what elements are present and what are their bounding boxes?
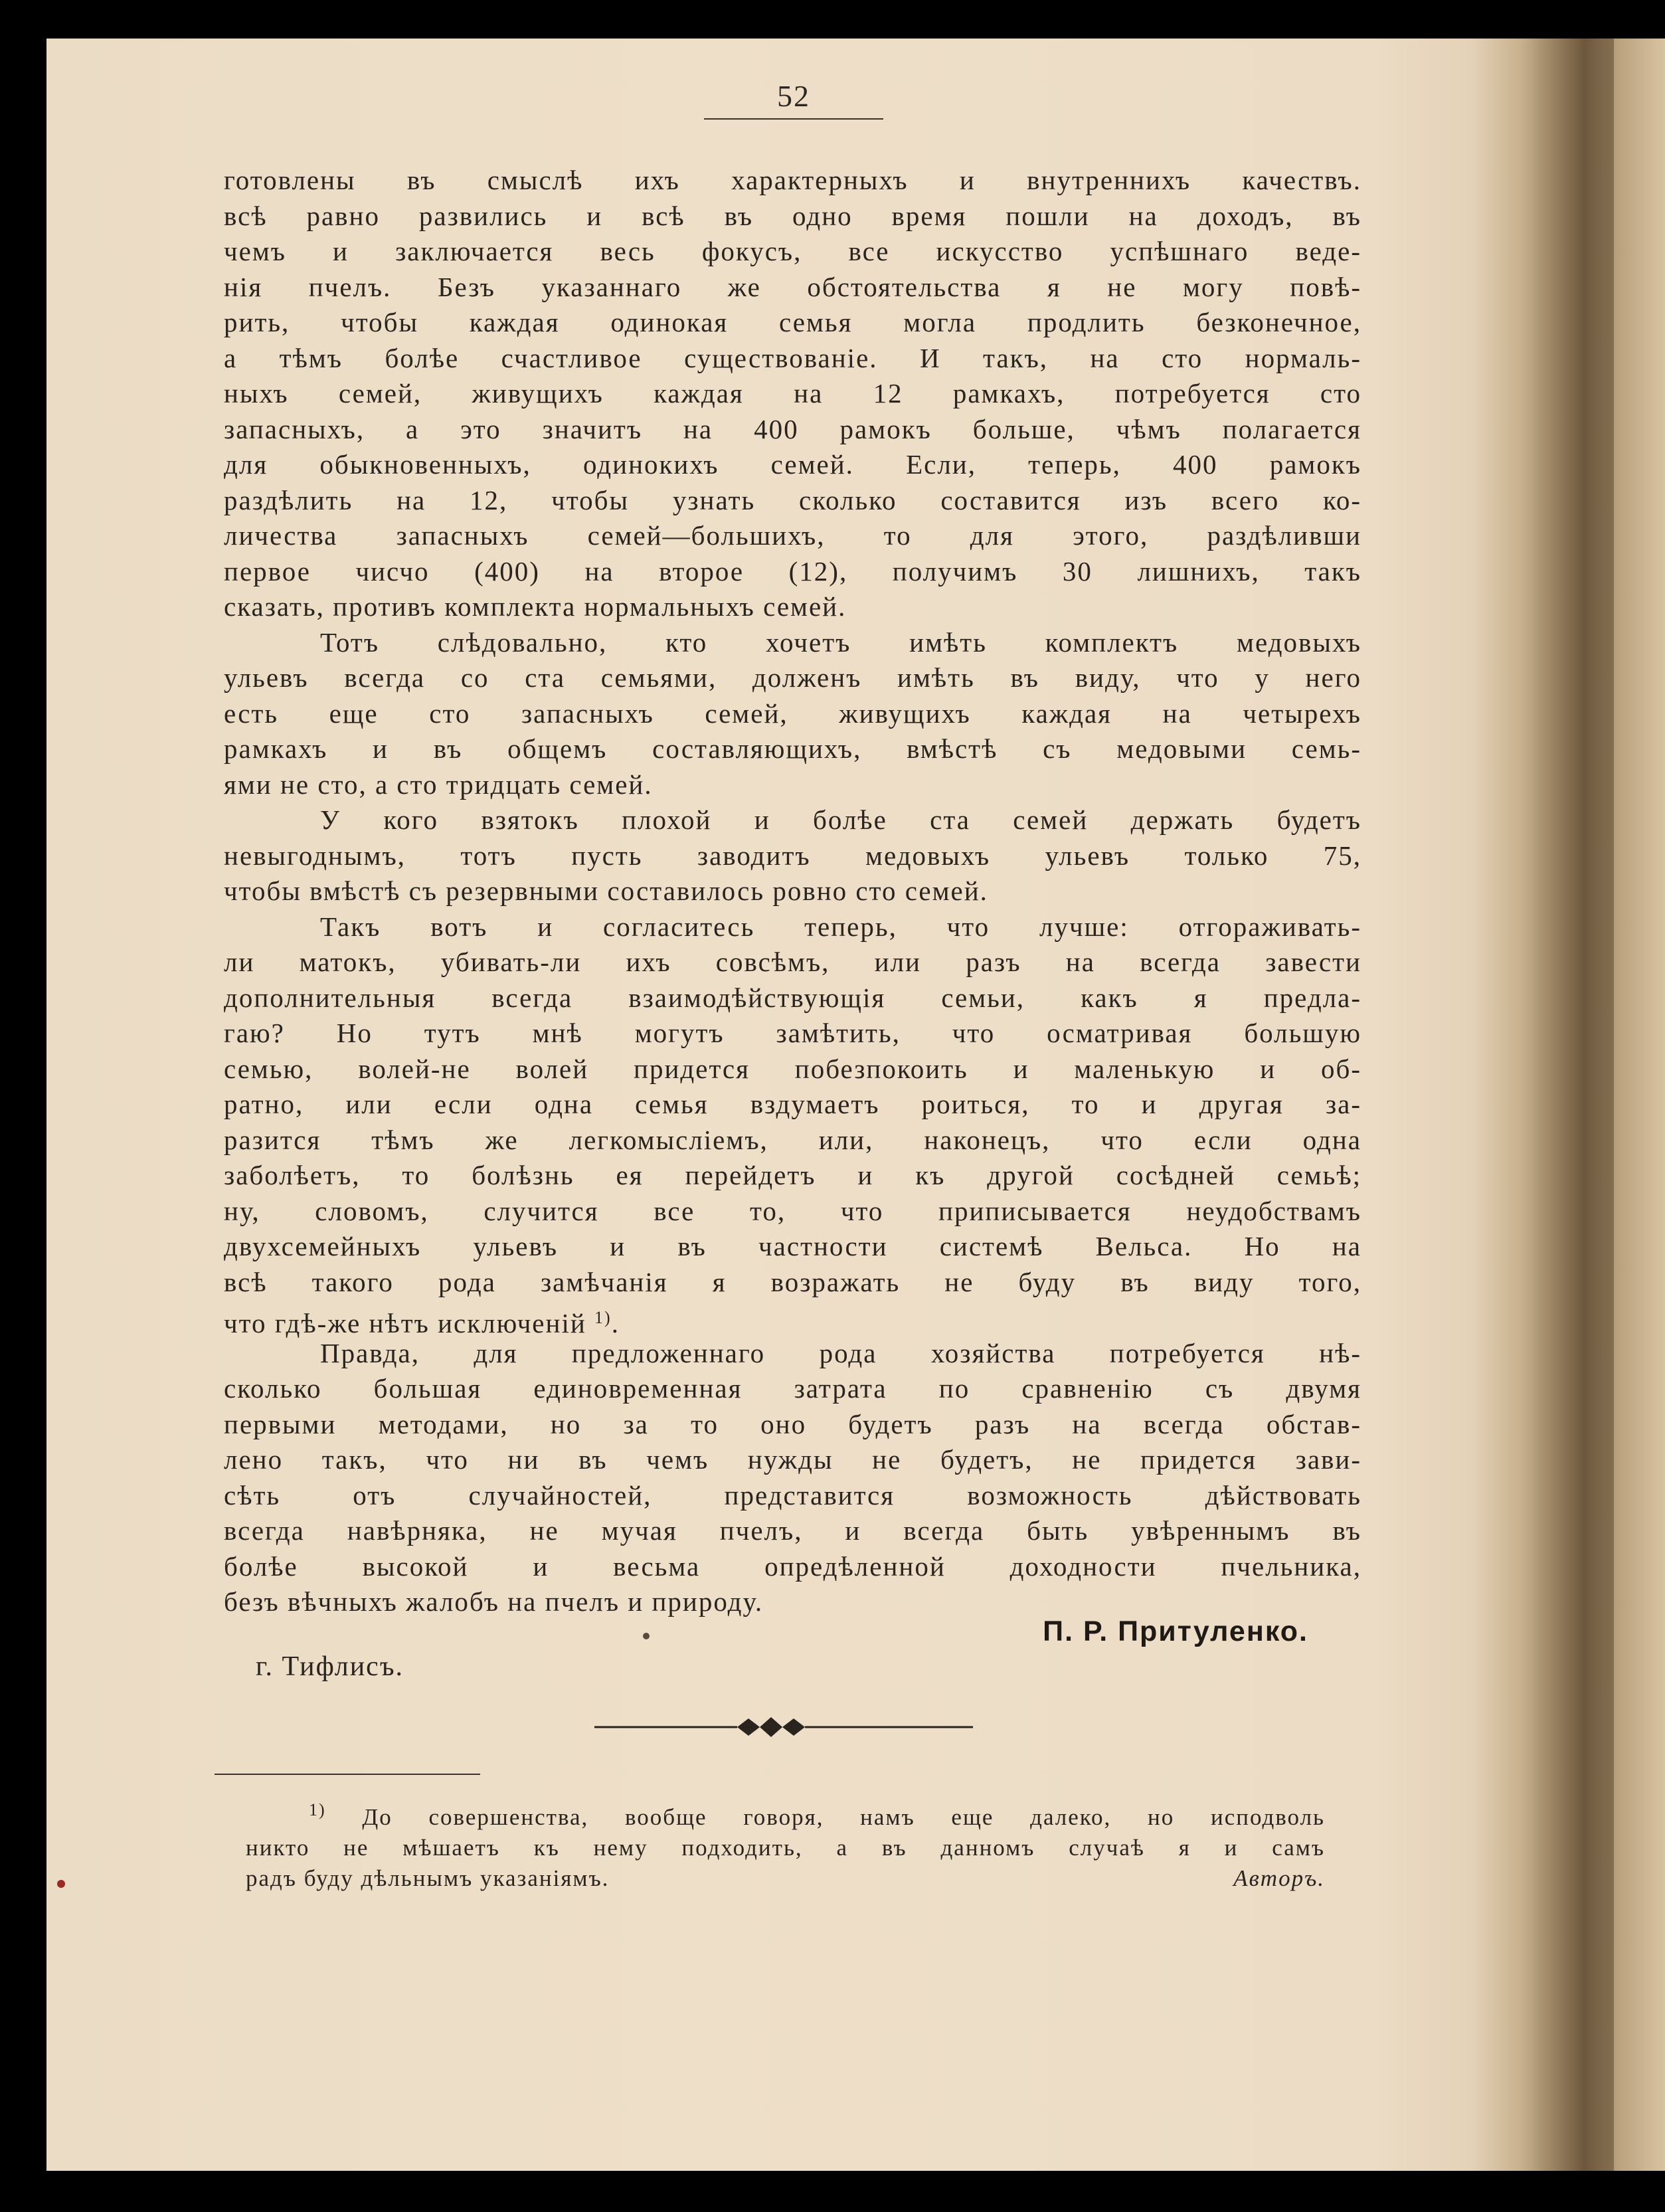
text-line: первое чисчо (400) на второе (12), получимъ 30 лишнихъ, такъ: [224, 555, 1361, 587]
text-line: чемъ и заключается весь фокусъ, все искусство успѣшнаго веде-: [224, 236, 1361, 266]
text-line: для обыкновенныхъ, одинокихъ семей. Если, теперь, 400 рамокъ: [224, 449, 1361, 480]
text-line: готовлены въ смыслѣ ихъ характерныхъ и внутреннихъ качествъ.: [224, 165, 1361, 195]
text-line: ульевъ всегда со ста семьями, долженъ имѣть въ виду, что у него: [224, 662, 1361, 693]
text-line: разится тѣмъ же легкомысліемъ, или, наконецъ, что если одна: [224, 1124, 1361, 1155]
text-line: личества запасныхъ семей—большихъ, то для этого, раздѣливши: [224, 520, 1361, 551]
ornament-diamond: [737, 1718, 760, 1736]
text-line: ныхъ семей, живущихъ каждая на 12 рамкахъ, потребуется сто: [224, 378, 1361, 409]
text-line: ями не сто, а сто тридцать семей.: [224, 769, 653, 800]
text-line: рить, чтобы каждая одинокая семья могла продлить безконечное,: [224, 307, 1361, 337]
text-line: лено такъ, что ни въ чемъ нужды не будетъ, не придется зави-: [224, 1444, 1361, 1475]
text-line: гаю? Но тутъ мнѣ могутъ замѣтить, что осматривая большую: [224, 1018, 1361, 1048]
text-line: ну, словомъ, случится все то, что приписывается неудобствамъ: [224, 1195, 1361, 1226]
text-line: первыми методами, но за то оно будетъ разъ на всегда обстав-: [224, 1408, 1361, 1439]
text-line: сѣть отъ случайностей, представится возможность дѣйствовать: [224, 1479, 1361, 1511]
text-line: семью, волей-не волей придется побезпокоить и маленькую и об-: [224, 1053, 1361, 1084]
text-line: сказать, противъ комплекта нормальныхъ семей.: [224, 591, 847, 622]
ornament-divider: [594, 1710, 973, 1744]
page-number: 52: [777, 79, 810, 113]
paragraph-start-line: Тотъ слѣдовально, кто хочетъ имѣть комплектъ медовыхъ: [320, 626, 1361, 658]
footnote-line: никто не мѣшаетъ къ нему подходить, а въ данномъ случаѣ я и самъ: [246, 1835, 1325, 1861]
footnote-text: До совершенства, вообще говоря, намъ еще далеко, но исподволь: [362, 1804, 1326, 1830]
footnote-number: 1): [309, 1800, 326, 1819]
text-line: а тѣмъ болѣе счастливое существованіе. И такъ, на сто нормаль-: [224, 342, 1361, 373]
footnote-author: Авторъ.: [1233, 1865, 1325, 1891]
sentence-end: .: [611, 1308, 620, 1338]
footnote-marker: 1): [594, 1308, 612, 1327]
ornament-diamond: [760, 1717, 782, 1737]
footnote: [246, 1795, 1325, 1894]
place-line: г. Тифлисъ.: [256, 1651, 404, 1682]
text-line: всѣ такого рода замѣчанія я возражать не буду въ виду того,: [224, 1266, 1361, 1297]
text-line: заболѣетъ, то болѣзнь ея перейдетъ и къ другой сосѣдней семьѣ;: [224, 1160, 1361, 1190]
text-line: раздѣлить на 12, чтобы узнать сколько составится изъ всего ко-: [224, 484, 1361, 515]
footnote-text: радъ буду дѣльнымъ указаніямъ.: [246, 1865, 610, 1891]
text-line: безъ вѣчныхъ жалобъ на пчелъ и природу.: [224, 1586, 764, 1617]
ink-stain: [643, 1633, 650, 1639]
text-line: всѣ равно развились и всѣ въ одно время пошли на доходъ, въ: [224, 200, 1361, 231]
body-text: [224, 163, 1361, 1620]
text-line: нія пчелъ. Безъ указаннаго же обстоятельства я не могу повѣ-: [224, 271, 1361, 302]
text-line: всегда навѣрняка, не мучая пчелъ, и всегда быть увѣреннымъ въ: [224, 1515, 1361, 1546]
paragraph-start-line: Такъ вотъ и согласитесь теперь, что лучше: отгораживать-: [320, 911, 1361, 942]
text-line: чтобы вмѣстѣ съ резервными составилось ровно сто семей.: [224, 876, 988, 906]
footnote-rule: [215, 1774, 480, 1775]
text-line: есть еще сто запасныхъ семей, живущихъ каждая на четырехъ: [224, 697, 1361, 729]
text-line: рамкахъ и въ общемъ составляющихъ, вмѣстѣ съ медовыми семь-: [224, 733, 1361, 764]
text-line: болѣе высокой и весьма опредѣленной доходности пчельника,: [224, 1550, 1361, 1582]
text-line-content: что гдѣ-же нѣтъ исключеній: [224, 1308, 586, 1338]
author-signature: П. Р. Притуленко.: [1043, 1615, 1308, 1647]
text-line: двухсемейныхъ ульевъ и въ частности системѣ Вельса. Но на: [224, 1231, 1361, 1261]
paragraph-start-line: У кого взятокъ плохой и болѣе ста семей держать будетъ: [320, 804, 1361, 835]
text-line: невыгоднымъ, тотъ пусть заводитъ медовыхъ ульевъ только 75,: [224, 840, 1361, 871]
paragraph-start-line: Правда, для предложеннаго рода хозяйства потребуется нѣ-: [320, 1337, 1361, 1368]
text-line: ли матокъ, убивать-ли ихъ совсѣмъ, или разъ на всегда завести: [224, 947, 1361, 977]
page-number-rule: [704, 118, 883, 120]
text-line: запасныхъ, а это значитъ на 400 рамокъ больше, чѣмъ полагается: [224, 413, 1361, 444]
text-line: сколько большая единовременная затрата по сравненію съ двумя: [224, 1373, 1361, 1404]
footnote-line: [246, 1863, 1325, 1894]
spine-shadow: [1528, 39, 1614, 2171]
ink-stain: [57, 1880, 65, 1888]
ornament-diamond: [782, 1718, 805, 1736]
text-line: ратно, или если одна семья вздумаетъ роиться, то и другая за-: [224, 1089, 1361, 1119]
text-line-with-footnote: [224, 1300, 1361, 1336]
footnote-line: [246, 1795, 1325, 1833]
text-line: дополнительныя всегда взаимодѣйствующія семьи, какъ я предла-: [224, 982, 1361, 1013]
